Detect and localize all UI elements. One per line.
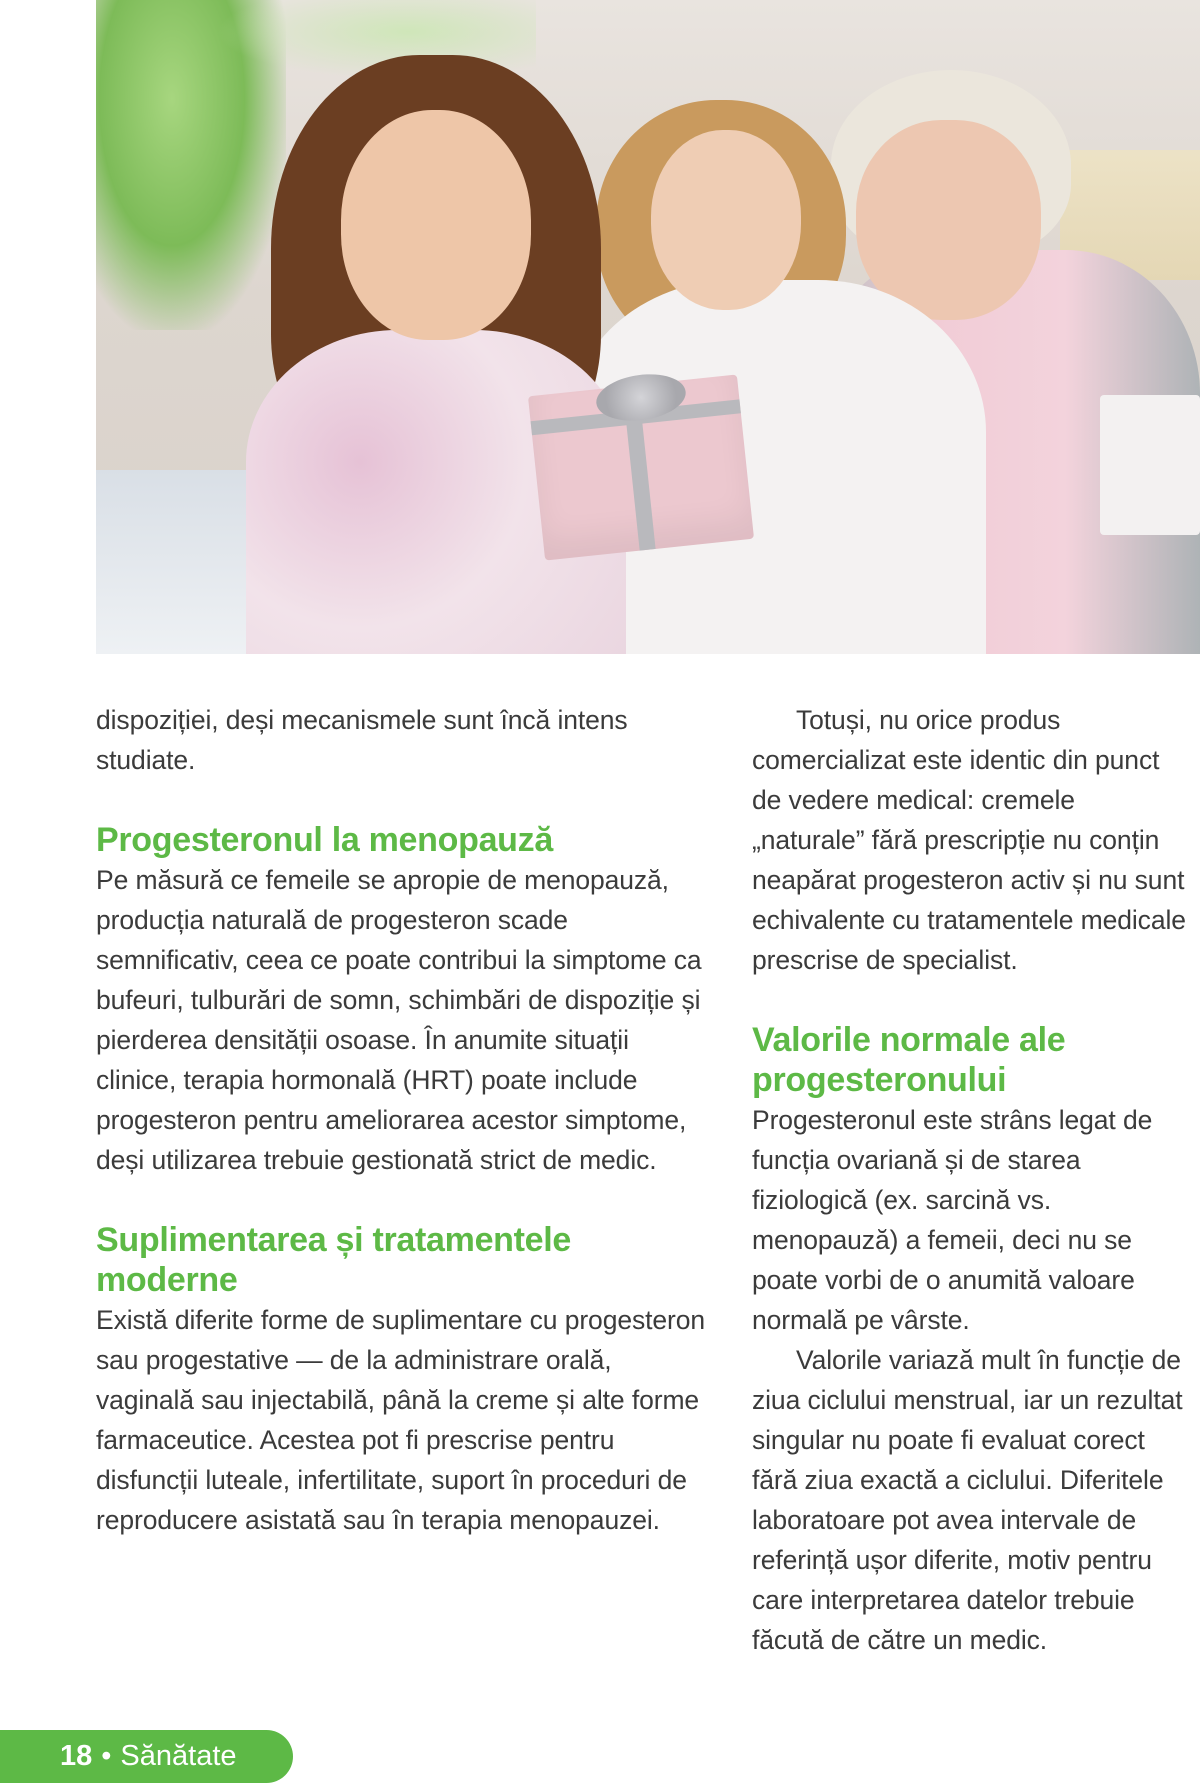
intro-paragraph-tail: dispoziției, deși mecanismele sunt încă intens studiate. [96,705,628,775]
left-column [96,700,716,1540]
photo-gift-box-2 [1100,395,1200,535]
heading-supplementation: Suplimentarea și tratamentele moderne [96,1221,572,1299]
hero-photo [96,0,1200,654]
photo-girl-face [341,110,531,340]
page-footer-tab [0,1730,293,1783]
heading-menopause: Progesteronul la menopauză [96,821,553,859]
paragraph-supplementation: Există diferite forme de suplimentare cu progesteron sau progestative — de la administrare orală, vaginală sau injectabilă, până la creme și alte forme farmaceutice. Acestea pot fi prescrise pentru disfuncții luteale, infertilitate, suport în proceduri de reproducere asistată sau în terapia menopauzei. [96,1305,706,1535]
photo-grandmother-face [856,120,1041,320]
footer-separator: • [101,1740,112,1772]
paragraph-normal-values-2: Valorile variază mult în funcție de ziua ciclului menstrual, iar un rezultat singular nu poate fi evaluat corect fără ziua exactă a ciclului. Diferitele laboratoare pot avea intervale de referință ușor diferite, motiv pentru care interpretarea datelor trebuie făcută de către un medic. [752,1345,1183,1655]
page-number: 18 [60,1740,93,1772]
paragraph-normal-values-1: Progesteronul este strâns legat de funcția ovariană și de starea fiziologică (ex. sarcină vs. menopauză) a femeii, deci nu se poate vorbi de o anumită valoare normală pe vârste. [752,1105,1153,1335]
right-column [752,700,1192,1660]
paragraph-menopause: Pe măsură ce femeile se apropie de menopauză, producția naturală de progesteron scade semnificativ, ceea ce poate contribui la simptome ca bufeuri, tulburări de somn, schimbări de dispoziție și pierderea densității osoase. În anumite situații clinice, terapia hormonală (HRT) poate include progesteron pentru ameliorarea acestor simptome, deși utilizarea trebuie gestionată strict de medic. [96,865,702,1175]
section-name: Sănătate [120,1740,237,1772]
paragraph-products: Totuși, nu orice produs comercializat este identic din punct de vedere medical: cremele „naturale” fără prescripție nu conțin neapărat progesteron activ și nu sunt echivalente cu tratamentele medicale prescrise de specialist. [752,705,1186,975]
photo-mother-face [651,130,801,310]
heading-normal-values: Valorile normale ale progesteronului [752,1021,1066,1099]
